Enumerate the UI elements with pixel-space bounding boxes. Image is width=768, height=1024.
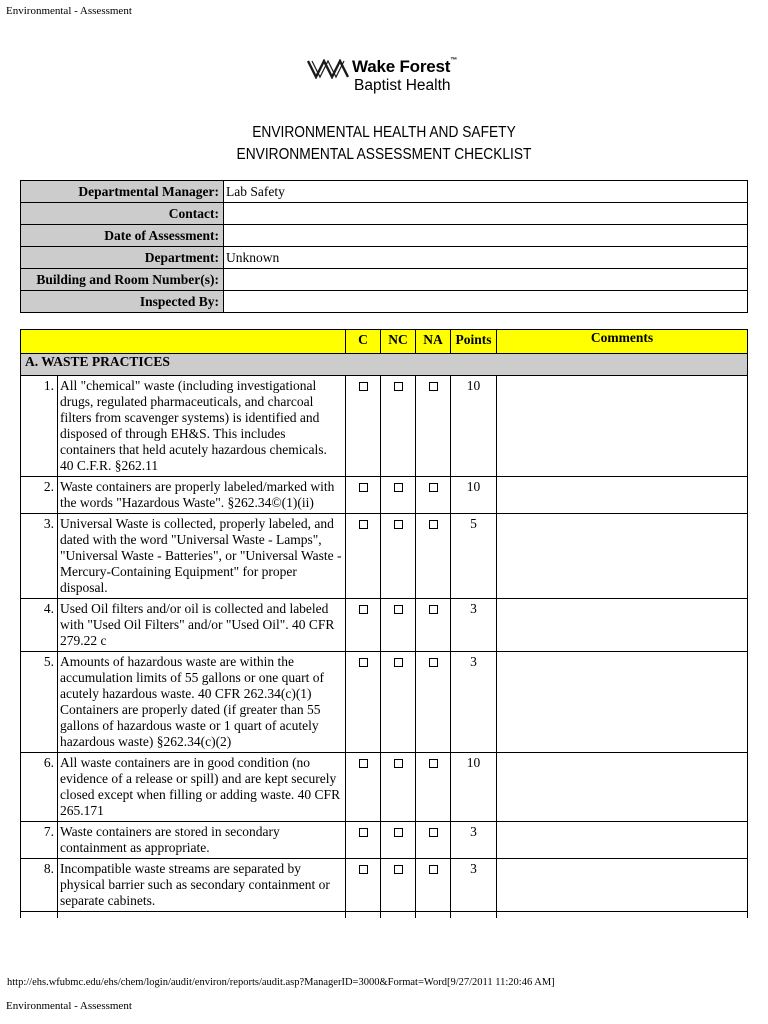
nc-checkbox[interactable] — [394, 382, 403, 391]
nc-checkbox-cell — [381, 652, 416, 753]
cut-cell — [451, 912, 497, 919]
info-label: Building and Room Number(s): — [21, 269, 224, 291]
item-number: 6. — [21, 753, 58, 822]
info-row — [21, 203, 748, 225]
item-points: 3 — [451, 859, 497, 912]
header-comments: Comments — [497, 330, 748, 354]
nc-checkbox-cell — [381, 753, 416, 822]
c-checkbox[interactable] — [359, 382, 368, 391]
comments-cell[interactable] — [497, 859, 748, 912]
c-checkbox-cell — [346, 652, 381, 753]
c-checkbox-cell — [346, 859, 381, 912]
item-points: 10 — [451, 376, 497, 477]
nc-checkbox[interactable] — [394, 658, 403, 667]
c-checkbox-cell — [346, 376, 381, 477]
c-checkbox[interactable] — [359, 483, 368, 492]
checklist-header-row — [21, 330, 748, 354]
comments-cell[interactable] — [497, 822, 748, 859]
checklist-row — [21, 599, 748, 652]
comments-cell[interactable] — [497, 477, 748, 514]
info-label: Contact: — [21, 203, 224, 225]
info-row — [21, 247, 748, 269]
cut-cell — [21, 912, 58, 919]
logo-subtitle: Baptist Health — [354, 77, 451, 94]
na-checkbox-cell — [416, 477, 451, 514]
item-text: Waste containers are properly labeled/marked with the words "Hazardous Waste". §262.34©(1)(ii) — [58, 477, 346, 514]
info-value[interactable]: Unknown — [224, 247, 748, 269]
nc-checkbox-cell — [381, 822, 416, 859]
item-text: Used Oil filters and/or oil is collected and labeled with "Used Oil Filters" and/or "Used Oil". 40 CFR 279.22 c — [58, 599, 346, 652]
c-checkbox[interactable] — [359, 865, 368, 874]
item-text: All "chemical" waste (including investigational drugs, regulated pharmaceuticals, and charcoal filters from scavenger systems) is identified and disposed of through EH&S. This includes containers that held acutely hazardous chemicals. 40 C.F.R. §262.11 — [58, 376, 346, 477]
nc-checkbox[interactable] — [394, 865, 403, 874]
na-checkbox-cell — [416, 859, 451, 912]
comments-cell[interactable] — [497, 652, 748, 753]
na-checkbox-cell — [416, 652, 451, 753]
header-blank — [21, 330, 346, 354]
c-checkbox[interactable] — [359, 828, 368, 837]
na-checkbox-cell — [416, 753, 451, 822]
info-value[interactable]: Lab Safety — [224, 181, 748, 203]
c-checkbox-cell — [346, 753, 381, 822]
c-checkbox-cell — [346, 514, 381, 599]
item-points: 5 — [451, 514, 497, 599]
info-row — [21, 269, 748, 291]
checklist-row-partial — [21, 912, 748, 919]
info-label: Inspected By: — [21, 291, 224, 313]
header-na: NA — [416, 330, 451, 354]
checklist-row — [21, 652, 748, 753]
info-row — [21, 225, 748, 247]
item-text: Incompatible waste streams are separated by physical barrier such as secondary containment or separate cabinets. — [58, 859, 346, 912]
c-checkbox-cell — [346, 477, 381, 514]
c-checkbox[interactable] — [359, 658, 368, 667]
nc-checkbox-cell — [381, 477, 416, 514]
info-row — [21, 291, 748, 313]
item-points: 10 — [451, 477, 497, 514]
info-row — [21, 181, 748, 203]
footer-url[interactable]: http://ehs.wfubmc.edu/ehs/chem/login/audit/environ/reports/audit.asp?ManagerID=3000&Format=Word[9/27/2011 11:20:46 AM] — [7, 977, 555, 988]
info-label: Departmental Manager: — [21, 181, 224, 203]
checklist-row — [21, 376, 748, 477]
checklist-row — [21, 514, 748, 599]
na-checkbox-cell — [416, 599, 451, 652]
info-value[interactable] — [224, 269, 748, 291]
nc-checkbox[interactable] — [394, 759, 403, 768]
footer-title: Environmental - Assessment — [6, 1000, 132, 1012]
info-value[interactable] — [224, 203, 748, 225]
item-text: Amounts of hazardous waste are within the accumulation limits of 55 gallons or one quart of acutely hazardous waste. 40 CFR 262.34(c)(1) Containers are properly dated (if greater than 55 gallons of hazardous waste or 1 quart of acutely hazardous waste) §262.34(c)(2) — [58, 652, 346, 753]
item-number: 5. — [21, 652, 58, 753]
item-number: 7. — [21, 822, 58, 859]
c-checkbox-cell — [346, 599, 381, 652]
na-checkbox-cell — [416, 376, 451, 477]
info-value[interactable] — [224, 291, 748, 313]
info-table — [20, 180, 748, 313]
checklist-row — [21, 822, 748, 859]
header-points: Points — [451, 330, 497, 354]
checklist-table — [20, 329, 748, 918]
doc-title-line1: ENVIRONMENTAL HEALTH AND SAFETY — [252, 124, 516, 141]
comments-cell[interactable] — [497, 514, 748, 599]
na-checkbox[interactable] — [429, 828, 438, 837]
checklist-row — [21, 753, 748, 822]
item-number: 2. — [21, 477, 58, 514]
na-checkbox[interactable] — [429, 382, 438, 391]
na-checkbox[interactable] — [429, 658, 438, 667]
item-text: Waste containers are stored in secondary containment as appropriate. — [58, 822, 346, 859]
c-checkbox[interactable] — [359, 759, 368, 768]
na-checkbox[interactable] — [429, 483, 438, 492]
section-row — [21, 354, 748, 376]
na-checkbox[interactable] — [429, 520, 438, 529]
item-points: 3 — [451, 599, 497, 652]
logo — [307, 56, 477, 100]
section-title: A. WASTE PRACTICES — [21, 354, 748, 376]
comments-cell[interactable] — [497, 753, 748, 822]
comments-cell[interactable] — [497, 376, 748, 477]
na-checkbox[interactable] — [429, 605, 438, 614]
nc-checkbox[interactable] — [394, 605, 403, 614]
item-points: 10 — [451, 753, 497, 822]
na-checkbox-cell — [416, 514, 451, 599]
item-points: 3 — [451, 822, 497, 859]
nc-checkbox-cell — [381, 376, 416, 477]
page-header-title: Environmental - Assessment — [6, 5, 132, 17]
header-nc: NC — [381, 330, 416, 354]
logo-trademark: ™ — [450, 57, 458, 64]
na-checkbox-cell — [416, 822, 451, 859]
item-text: Universal Waste is collected, properly labeled, and dated with the word "Universal Waste - Lamps", "Universal Waste - Batteries", or "Universal Waste - Mercury-Containing Equipment" for proper disposal. — [58, 514, 346, 599]
nc-checkbox-cell — [381, 599, 416, 652]
nc-checkbox[interactable] — [394, 828, 403, 837]
info-value[interactable] — [224, 225, 748, 247]
item-text: All waste containers are in good condition (no evidence of a release or spill) and are kept securely closed except when filling or adding waste. 40 CFR 265.171 — [58, 753, 346, 822]
nc-checkbox-cell — [381, 859, 416, 912]
checklist-row — [21, 859, 748, 912]
cut-cell — [381, 912, 416, 919]
c-checkbox[interactable] — [359, 605, 368, 614]
cut-cell — [346, 912, 381, 919]
cut-cell — [497, 912, 748, 919]
nc-checkbox[interactable] — [394, 483, 403, 492]
item-number: 3. — [21, 514, 58, 599]
nc-checkbox[interactable] — [394, 520, 403, 529]
c-checkbox-cell — [346, 822, 381, 859]
na-checkbox[interactable] — [429, 759, 438, 768]
wave-logo-icon — [307, 59, 349, 79]
item-number: 1. — [21, 376, 58, 477]
item-points: 3 — [451, 652, 497, 753]
item-number: 4. — [21, 599, 58, 652]
info-label: Date of Assessment: — [21, 225, 224, 247]
c-checkbox[interactable] — [359, 520, 368, 529]
comments-cell[interactable] — [497, 599, 748, 652]
checklist-row — [21, 477, 748, 514]
item-number: 8. — [21, 859, 58, 912]
na-checkbox[interactable] — [429, 865, 438, 874]
cut-cell — [416, 912, 451, 919]
logo-name: Wake Forest™ — [352, 57, 458, 76]
info-label: Department: — [21, 247, 224, 269]
cut-cell — [58, 912, 346, 919]
header-c: C — [346, 330, 381, 354]
doc-title-line2: ENVIRONMENTAL ASSESSMENT CHECKLIST — [236, 146, 532, 163]
nc-checkbox-cell — [381, 514, 416, 599]
